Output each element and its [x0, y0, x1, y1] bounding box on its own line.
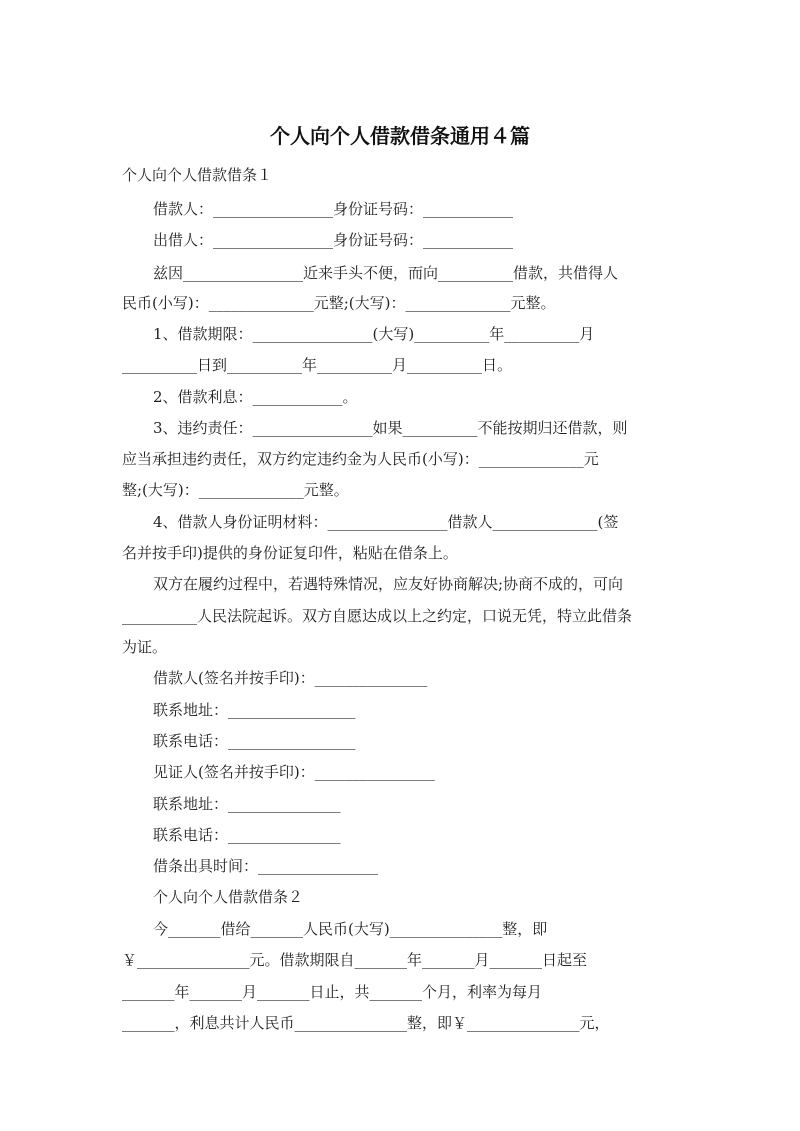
term-line: 1、借款期限：________________(大写)__________年__________月 [153, 325, 595, 343]
issue-date-line: 借条出具时间：________________ [153, 857, 379, 875]
amount-line: 民币(小写)：______________元整;(大写)：______________元整。 [122, 294, 556, 312]
document-title: 个人向个人借款借条通用４篇 [270, 124, 530, 148]
loan2-line-1: 今_______借给_______人民币(大写)_______________整，即 [153, 920, 548, 938]
witness-phone-line: 联系电话：_______________ [153, 826, 341, 844]
borrower-phone-line: 联系电话：_________________ [153, 732, 356, 750]
borrower-line: 借款人：________________身份证号码：____________ [153, 200, 514, 218]
id-proof-line: 4、借款人身份证明材料：________________借款人______________(签 [153, 513, 619, 531]
dispute-line-end: 为证。 [122, 638, 168, 656]
dispute-line: 双方在履约过程中，若遇特殊情况，应友好协商解决;协商不成的，可向 [153, 575, 624, 593]
loan2-line-4: _______，利息共计人民币_______________整，即￥_______________元， [122, 1014, 610, 1032]
breach-line: 3、违约责任：________________如果__________不能按期归还借款，则 [153, 419, 628, 437]
reason-line: 兹因________________近来手头不便，而向__________借款，共借得人 [153, 264, 619, 282]
loan2-line-2: ￥_______________元。借款期限自_______年_______月_______日起至 [122, 951, 588, 969]
id-proof-line-cont: 名并按手印)提供的身份证复印件，粘贴在借条上。 [122, 544, 458, 562]
interest-line: 2、借款利息：____________。 [153, 388, 358, 406]
witness-signature-line: 见证人(签名并按手印)：________________ [153, 763, 435, 781]
term-line-cont: __________日到__________年__________月__________日。 [122, 356, 513, 374]
dispute-line-cont: __________人民法院起诉。双方自愿达成以上之约定，口说无凭，特立此借条 [122, 607, 633, 625]
breach-line-end: 整;(大写)：______________元整。 [122, 481, 349, 499]
loan2-line-3: _______年_______月_______日止，共_______个月，利率为每月 [122, 983, 543, 1001]
borrower-address-line: 联系地址：_________________ [153, 701, 356, 719]
lender-line: 出借人：________________身份证号码：____________ [153, 231, 514, 249]
borrower-signature-line: 借款人(签名并按手印)：_______________ [153, 669, 428, 687]
breach-line-cont: 应当承担违约责任，双方约定违约金为人民币(小写)：______________元 [122, 450, 599, 468]
section-heading-1: 个人向个人借款借条１ [122, 166, 273, 184]
section-heading-2: 个人向个人借款借条２ [153, 888, 304, 906]
witness-address-line: 联系地址：_______________ [153, 795, 341, 813]
